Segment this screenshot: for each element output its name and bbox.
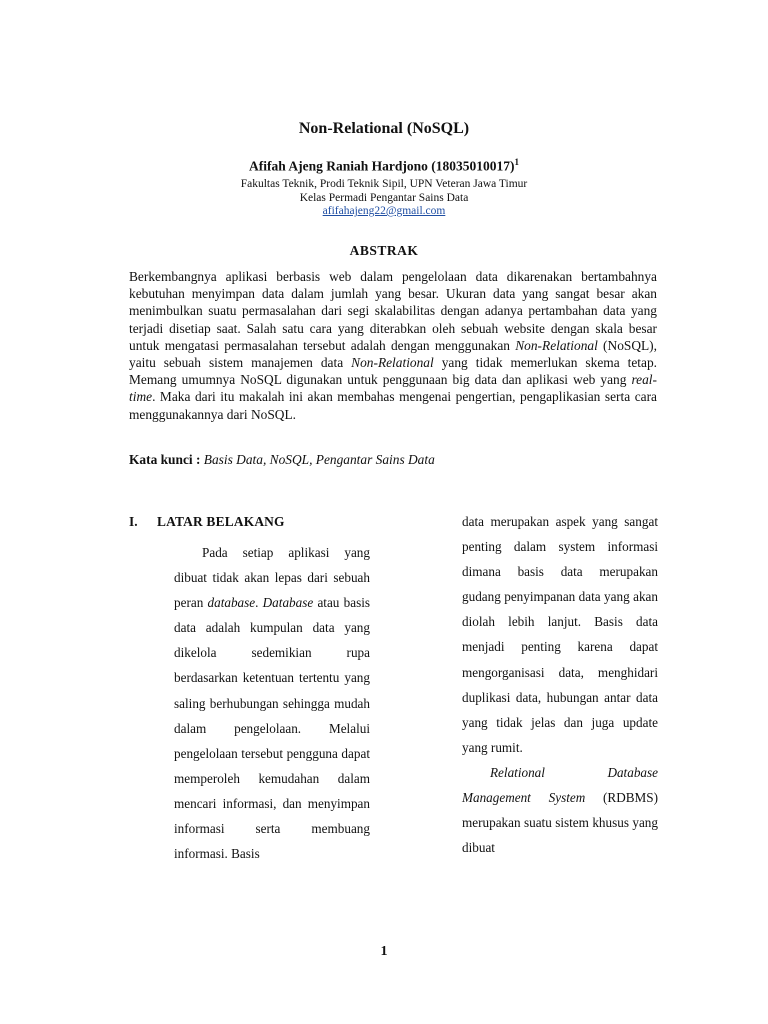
right-column	[462, 509, 658, 860]
abstract-italic-term: real-time	[129, 372, 657, 405]
body-text: .	[255, 595, 263, 611]
abstract-heading: ABSTRAK	[349, 243, 419, 258]
affiliation-class: Kelas Permadi Pengantar Sains Data	[299, 192, 469, 204]
keywords-line	[129, 452, 657, 468]
author-email	[0, 205, 768, 217]
section-title: LATAR BELAKANG	[157, 514, 285, 529]
abstract-body	[129, 268, 657, 423]
paper-title: Non-Relational (NoSQL)	[298, 120, 470, 137]
paragraph	[462, 760, 658, 860]
paragraph	[174, 540, 370, 866]
author-superscript: 1	[514, 157, 519, 167]
abstract-text: . Maka dari itu makalah ini akan membahas mengenai pengertian, pengaplikasian serta cara menggunakannya dari NoSQL.	[129, 389, 657, 422]
abstract-text: (NoSQL), yaitu sebuah sistem manajemen data	[129, 337, 657, 371]
keywords-label: Kata kunci :	[129, 452, 201, 467]
body-text: atau basis data adalah kumpulan data yang dikelola sedemikian rupa berdasarkan ketentuan tertentu yang saling berhubungan sehingga mudah dalam pengelolaan. Melalui pengelolaan tersebut pengguna dapat memperoleh kemudahan dalam mencari informasi, dan menyimpan informasi serta membuang informasi. Basis	[174, 595, 370, 862]
section-number: I.	[129, 514, 138, 529]
left-column	[174, 540, 370, 866]
body-text: (RDBMS) merupakan suatu sistem khusus yang dibuat	[462, 790, 658, 856]
affiliation-faculty: Fakultas Teknik, Prodi Teknik Sipil, UPN Veteran Jawa Timur	[240, 178, 528, 190]
paragraph: data merupakan aspek yang sangat penting dalam system informasi dimana basis data merupakan gudang penyimpanan data yang akan diolah lebih lanjut. Basis data menjadi penting karena dapat mengorganisasi data, menghidari duplikasi data, hubungan antar data yang tidak jelas dan juga update yang rumit.	[462, 514, 658, 755]
body-italic-term: Database	[262, 595, 314, 611]
body-italic-term: Relational Database Management System	[462, 764, 658, 806]
author-line	[0, 157, 768, 175]
abstract-text: yang tidak memerlukan skema tetap. Memang umumnya NoSQL digunakan untuk penggunaan big data dan aplikasi web yang	[129, 355, 657, 388]
author-name: Afifah Ajeng Raniah Hardjono (18035010017)	[248, 158, 515, 174]
abstract-italic-term: Non-Relational	[351, 355, 434, 371]
abstract-text: Berkembangnya aplikasi berbasis web dalam pengelolaan data dikarenakan bertambahnya kebutuhan menyimpan data dalam jumlah yang besar. Ukuran data yang sangat besar akan menimbulkan suatu permasalahan dari segi skalabilitas dengan adanya pertambahan data yang terjadi disetiap saat. Salah satu cara yang diterabkan oleh sebuah website dengan skala besar untuk mengatasi permasalahan tersebut adalah dengan menggunakan	[129, 269, 657, 353]
body-text: Pada setiap aplikasi yang dibuat tidak akan lepas dari sebuah peran	[174, 545, 370, 611]
page-number: 1	[380, 944, 388, 959]
body-italic-term: database	[207, 595, 256, 611]
email-link[interactable]: afifahajeng22@gmail.com	[322, 205, 446, 217]
abstract-italic-term: Non-Relational	[515, 337, 598, 353]
keywords-values: Basis Data, NoSQL, Pengantar Sains Data	[203, 452, 435, 467]
